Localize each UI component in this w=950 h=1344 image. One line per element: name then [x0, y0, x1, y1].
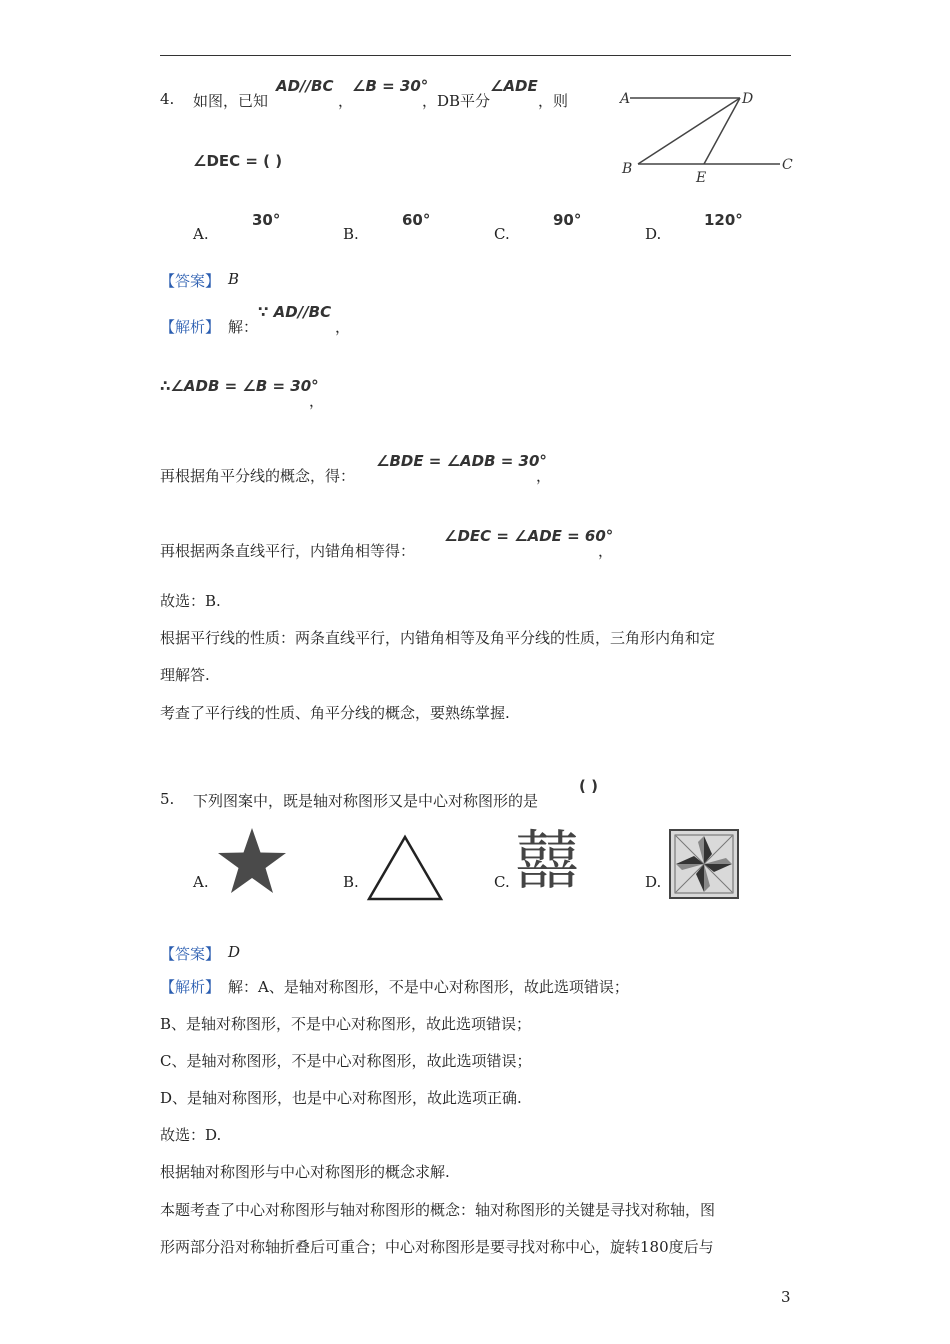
q4-step4-tail: ， — [598, 542, 614, 560]
q4-answer-tag: 【答案】 — [160, 272, 221, 290]
star-icon — [216, 826, 288, 898]
q4-geometry-figure — [612, 84, 797, 184]
q5-answer-tag: 【答案】 — [160, 945, 221, 963]
label-e: E — [696, 170, 707, 184]
q4-step3-text: 再根据角平分线的概念，得： — [160, 467, 356, 485]
q4-intro: 如图，已知 — [193, 92, 269, 110]
q5-option-c-letter: C. — [494, 873, 510, 891]
q4-step1: ∵ AD//BC — [258, 303, 332, 321]
q4-cond-parallel: AD//BC — [276, 77, 334, 95]
q4-ask: ∠DEC = ( ) — [193, 152, 283, 170]
q4-cond-angle-b: ∠B = 30° — [352, 77, 429, 95]
star-shape — [218, 828, 286, 893]
q4-sep1: ， — [338, 92, 354, 110]
page-number: 3 — [781, 1288, 791, 1306]
q5-line-1: 解：A、是轴对称图形，不是中心对称图形，故此选项错误； — [228, 978, 629, 996]
q4-step3-tail: ， — [536, 467, 552, 485]
q4-choose: 故选：B. — [160, 592, 221, 610]
header-rule — [160, 55, 791, 56]
q4-option-b-letter: B. — [343, 225, 359, 243]
q4-step2-tail: ， — [309, 392, 325, 410]
q4-note-1: 根据平行线的性质：两条直线平行，内错角相等及角平分线的性质，三角形内角和定 — [160, 629, 716, 647]
label-d: D — [742, 91, 754, 107]
q5-text: 下列图案中，既是轴对称图形又是中心对称图形的是 — [193, 792, 539, 810]
q5-line-2: B、是轴对称图形，不是中心对称图形，故此选项错误； — [160, 1015, 532, 1033]
q4-option-b-value: 60° — [402, 211, 431, 229]
q5-number: 5. — [160, 790, 175, 808]
q4-option-c-letter: C. — [494, 225, 510, 243]
q5-line-3: C、是轴对称图形，不是中心对称图形，故此选项错误； — [160, 1052, 532, 1070]
triangle-shape — [369, 837, 441, 899]
label-c: C — [782, 157, 793, 173]
q4-sep2: ， — [422, 92, 438, 110]
q5-option-d-letter: D. — [645, 873, 662, 891]
q4-step4-text: 再根据两条直线平行，内错角相等得： — [160, 542, 416, 560]
q4-analysis-tag: 【解析】 — [160, 318, 221, 336]
q5-note-1: 根据轴对称图形与中心对称图形的概念求解. — [160, 1163, 450, 1181]
line-bd — [638, 98, 740, 164]
q4-option-c-value: 90° — [553, 211, 582, 229]
pinwheel-tile-icon — [668, 828, 740, 900]
q5-line-4: D、是轴对称图形，也是中心对称图形，故此选项正确. — [160, 1089, 522, 1107]
line-de — [704, 98, 740, 164]
q4-option-a-value: 30° — [252, 211, 281, 229]
q4-step3-math: ∠BDE = ∠ADB = 30° — [376, 452, 547, 470]
label-b: B — [622, 161, 633, 177]
q5-paren: ( ) — [579, 777, 598, 795]
q5-choose: 故选：D. — [160, 1126, 222, 1144]
q5-note-2: 本题考查了中心对称图形与轴对称图形的概念：轴对称图形的关键是寻找对称轴，图 — [160, 1201, 716, 1219]
triangle-icon — [366, 834, 444, 902]
label-a: A — [620, 91, 631, 107]
q4-answer: B — [228, 270, 240, 288]
q5-option-a-letter: A. — [193, 873, 209, 891]
q4-step1-tail: ， — [335, 318, 351, 336]
double-happiness-icon: 囍 — [515, 825, 579, 899]
q4-option-a-letter: A. — [193, 225, 209, 243]
q4-note-3: 考查了平行线的性质、角平分线的概念，要熟练掌握. — [160, 704, 510, 722]
q4-cond-bisect-text: DB平分 — [437, 92, 491, 110]
q4-step4-math: ∠DEC = ∠ADE = 60° — [444, 527, 614, 545]
q5-analysis-tag: 【解析】 — [160, 978, 221, 996]
q5-note-3: 形两部分沿对称轴折叠后可重合；中心对称图形是要寻找对称中心，旋转180度后与 — [160, 1238, 714, 1256]
q4-tail: ，则 — [538, 92, 569, 110]
q4-number: 4. — [160, 90, 175, 108]
q5-option-b-letter: B. — [343, 873, 359, 891]
q4-analysis-lead: 解： — [228, 318, 259, 336]
q4-step2: ∴∠ADB = ∠B = 30° — [160, 377, 319, 395]
q4-note-2: 理解答. — [160, 666, 210, 684]
q4-cond-bisect-angle: ∠ADE — [490, 77, 538, 95]
q4-option-d-letter: D. — [645, 225, 662, 243]
q5-answer: D — [228, 943, 241, 961]
q4-option-d-value: 120° — [704, 211, 743, 229]
